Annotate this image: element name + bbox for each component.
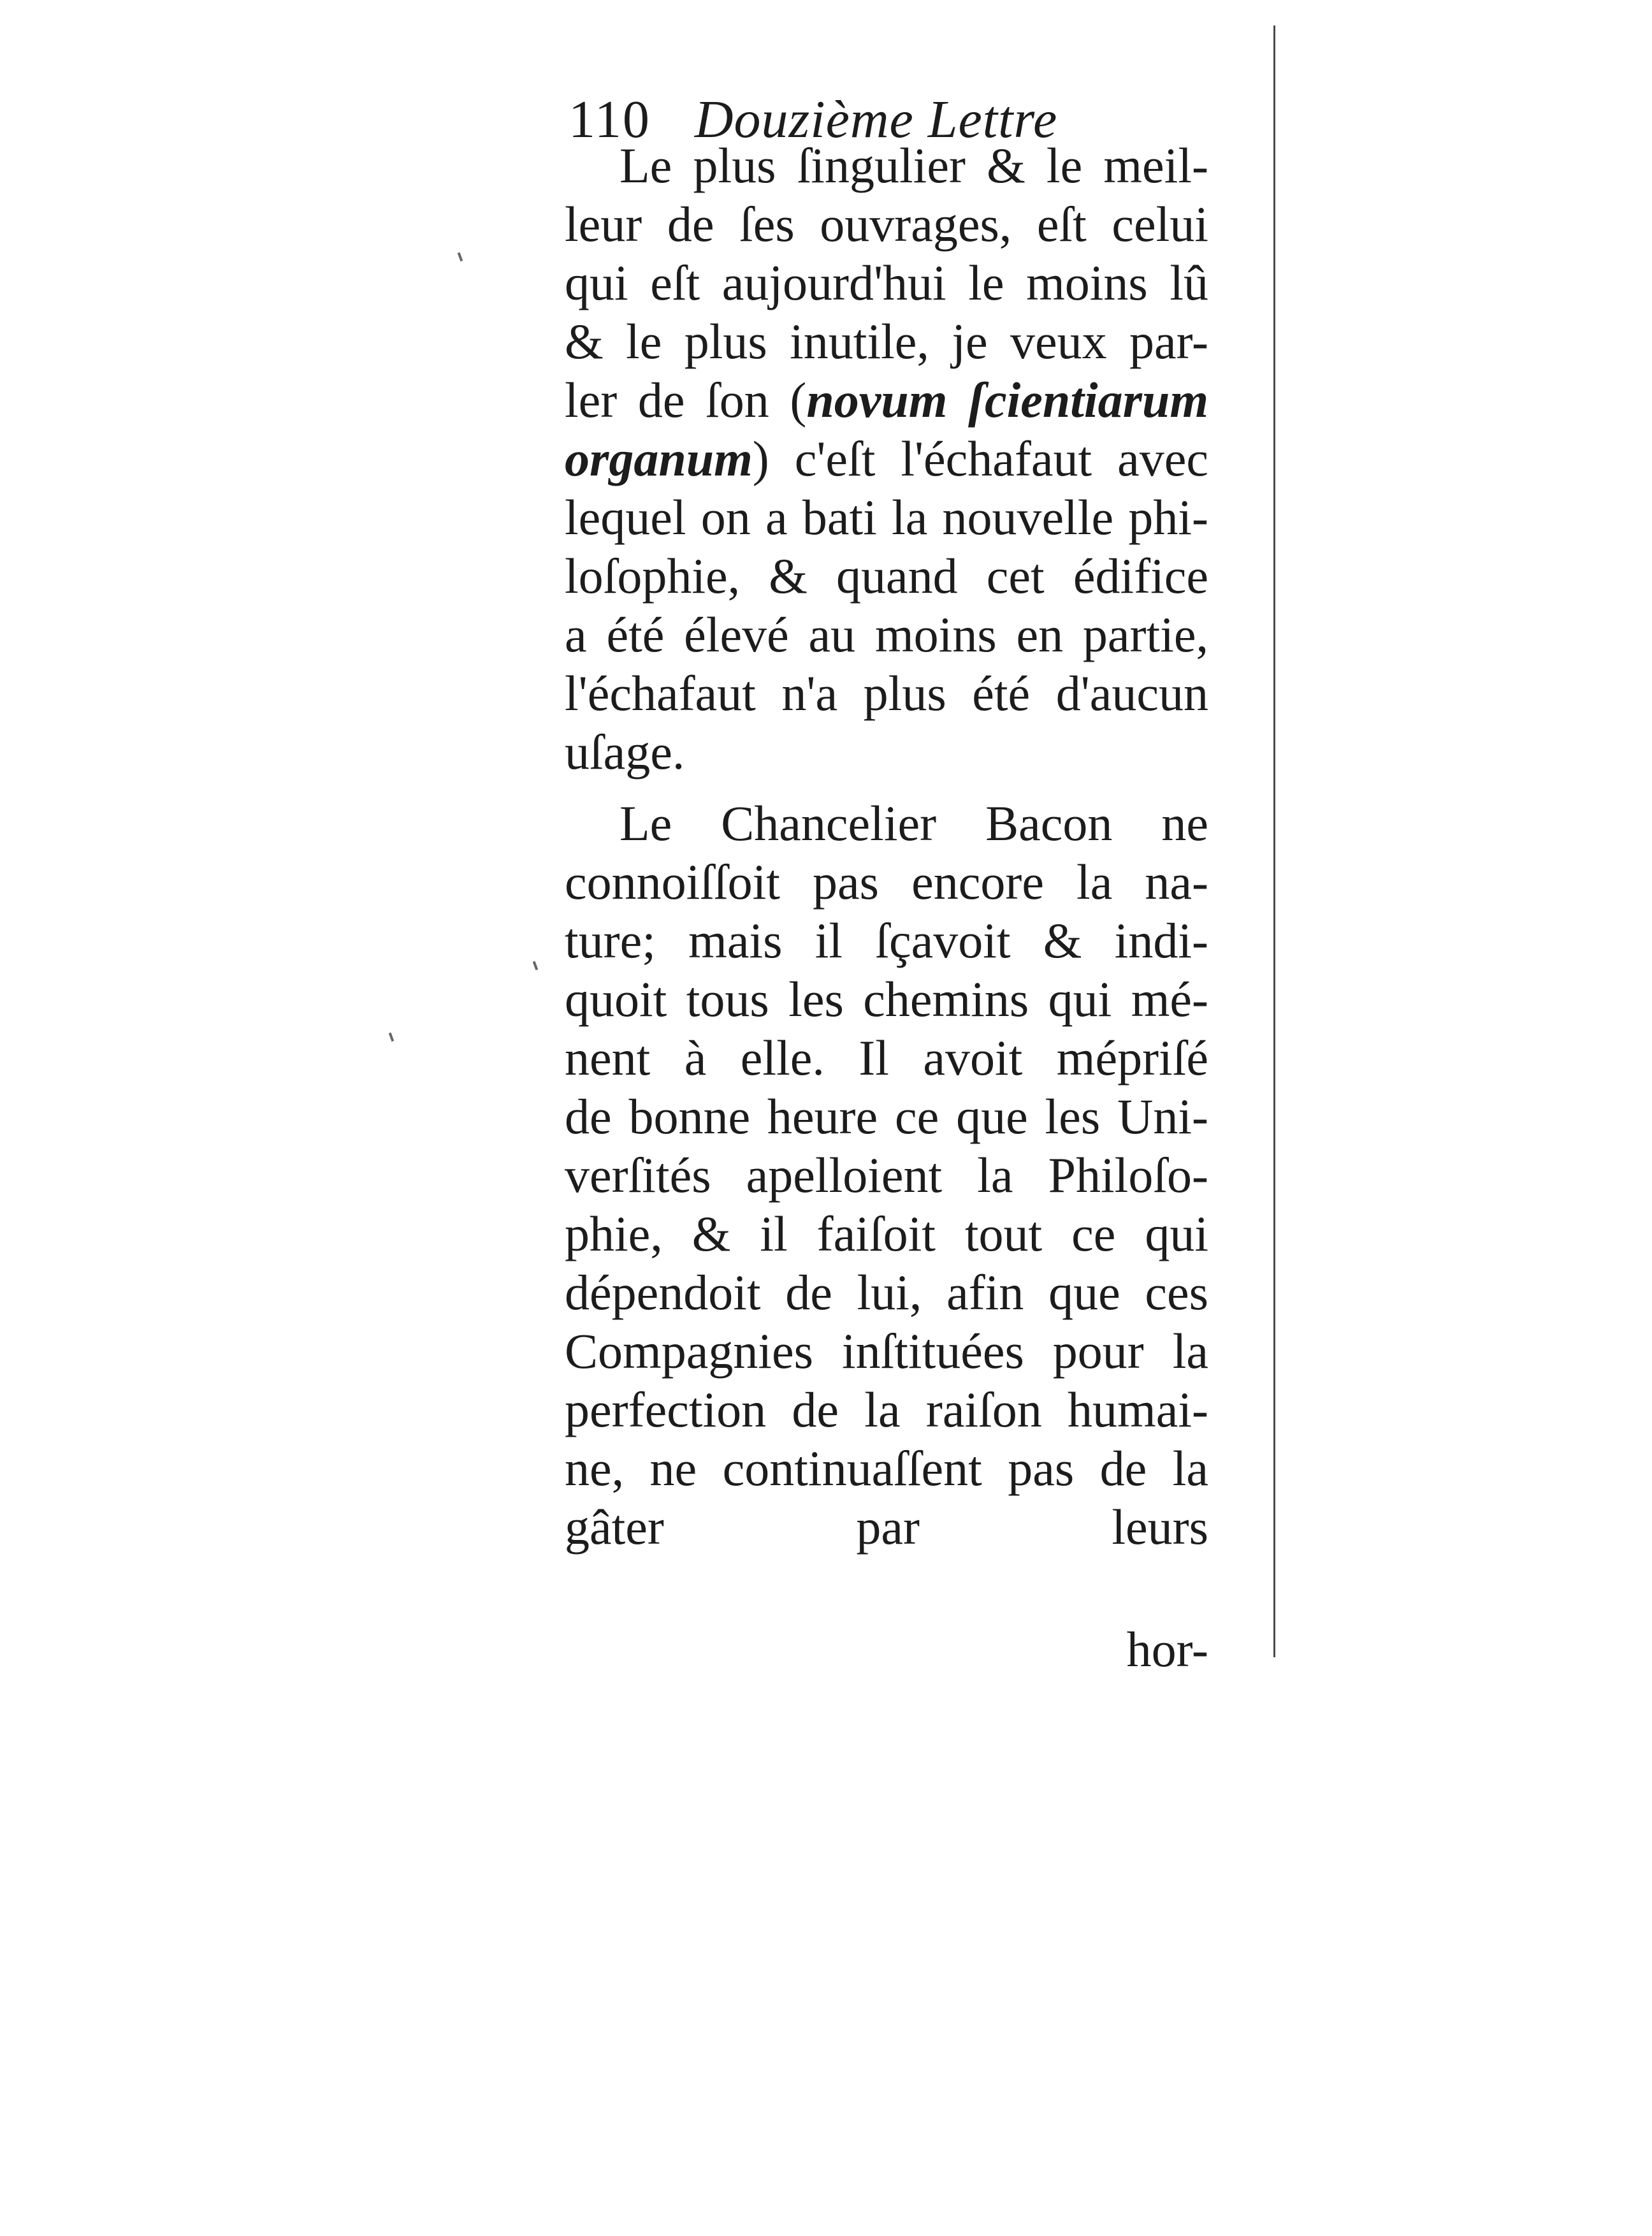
text-line: l'échafaut n'a plus été d'aucun bbox=[565, 665, 1208, 721]
running-title: Douzième Lettre bbox=[694, 90, 1058, 149]
text-line: quoit tous les chemins qui mé- bbox=[565, 971, 1208, 1027]
text-line: Le Chancelier Bacon ne bbox=[620, 795, 1208, 851]
page-number: 110 bbox=[569, 90, 651, 149]
text-line: Le plus ſingulier & le meil- bbox=[620, 138, 1208, 193]
text-line: leur de ſes ouvrages, eſt celui bbox=[565, 196, 1208, 252]
text-line: a été élevé au moins en partie, bbox=[565, 607, 1208, 662]
text-line: ture; mais il ſçavoit & indi- bbox=[565, 913, 1208, 968]
ink-speck bbox=[389, 1033, 395, 1042]
text-line: ne, ne continuaſſent pas de la bbox=[565, 1441, 1208, 1496]
text-line: nent à elle. Il avoit mépriſé bbox=[565, 1030, 1208, 1085]
text-line: loſophie, & quand cet édifice bbox=[565, 548, 1208, 604]
text-line bbox=[565, 1555, 1208, 1616]
text-line: verſités apelloient la Philoſo- bbox=[565, 1147, 1208, 1203]
text-line: ler de ſon (novum ſcientiarum bbox=[565, 372, 1208, 428]
text-line: perfection de la raiſon humai- bbox=[565, 1382, 1208, 1437]
text-line: gâter par leurs bbox=[565, 1499, 1208, 1555]
text-line: & le plus inutile, je veux par- bbox=[565, 314, 1208, 369]
italic-title: organum bbox=[565, 431, 753, 486]
ink-speck bbox=[533, 961, 539, 971]
text-line: dépendoit de lui, afin que ces bbox=[565, 1265, 1208, 1320]
text-line: de bonne heure ce que les Uni- bbox=[565, 1089, 1208, 1144]
catchword: hor- bbox=[1126, 1622, 1208, 1677]
text-line: connoiſſoit pas encore la na- bbox=[565, 854, 1208, 910]
text-line: qui eſt aujourd'hui le moins lû bbox=[565, 255, 1208, 310]
text-line: Compagnies inſtituées pour la bbox=[565, 1323, 1208, 1379]
text-line: lequel on a bati la nouvelle phi- bbox=[565, 490, 1208, 545]
text-line: uſage. bbox=[565, 724, 685, 780]
ink-speck bbox=[458, 252, 463, 262]
gutter-rule bbox=[1273, 25, 1275, 1657]
italic-title: novum ſcientiarum bbox=[806, 372, 1208, 428]
text-line: organum) c'eſt l'échafaut avec bbox=[565, 431, 1208, 486]
text-line: phie, & il faiſoit tout ce qui bbox=[565, 1206, 1208, 1261]
